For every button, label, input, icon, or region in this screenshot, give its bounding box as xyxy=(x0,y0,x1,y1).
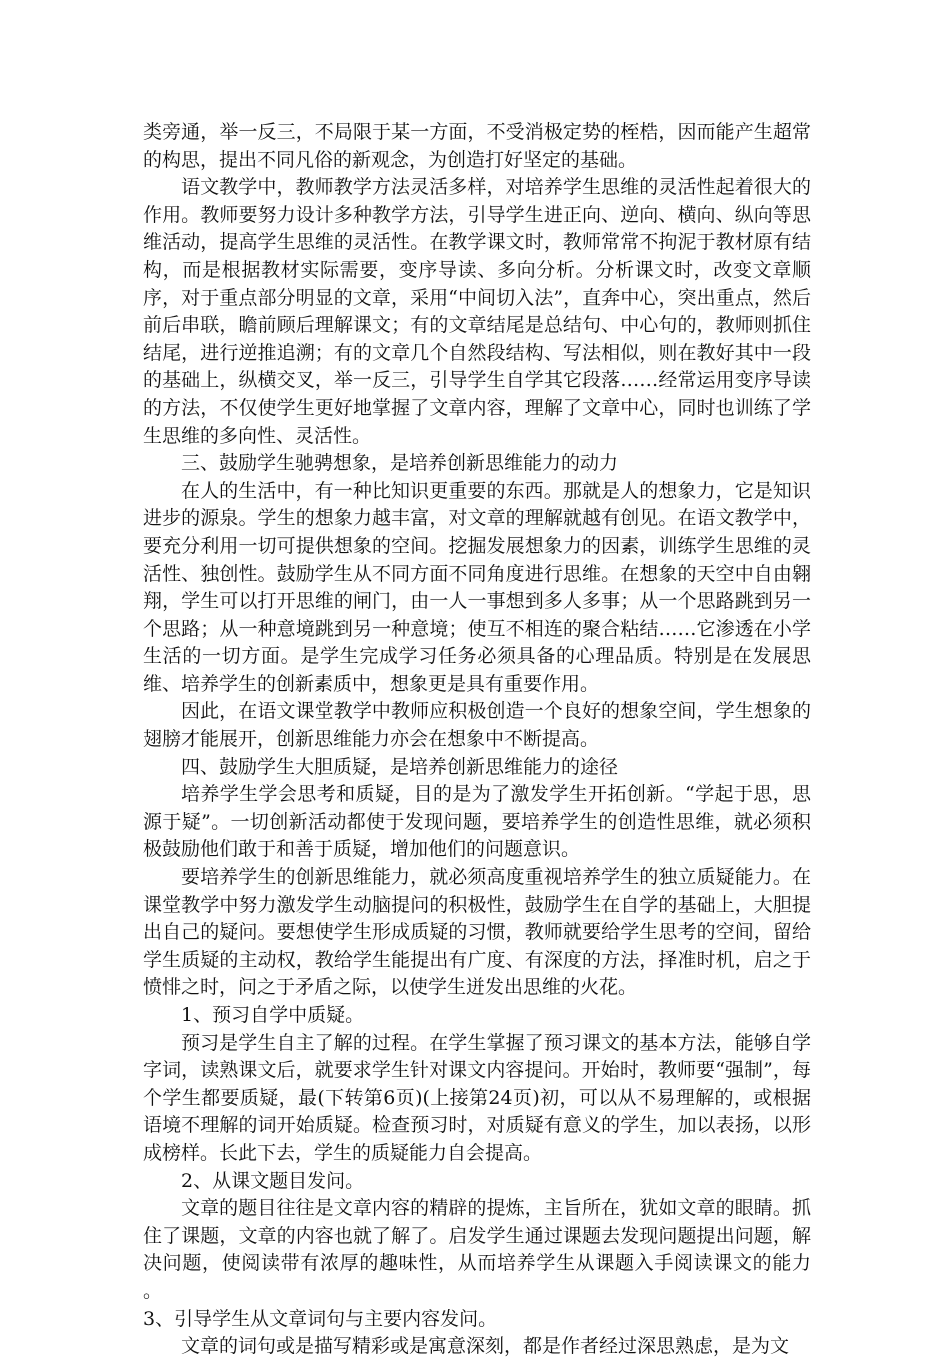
paragraph-title-questions: 文章的题目往往是文章内容的精辟的提炼，主旨所在，犹如文章的眼睛。抓住了课题，文章的内容也就了解了。启发学生通过课题去发现问题提出问题，解决问题，使阅读带有浓厚的趣味性，从而培养学生从课题入手阅读课文的能力 。 xyxy=(143,1197,811,1302)
paragraph-imagination-conclusion: 因此，在语文课堂教学中教师应积极创造一个良好的想象空间，学生想象的翅膀才能展开，创新思维能力亦会在想象中不断提高。 xyxy=(143,700,811,751)
paragraph-questioning-ability: 要培养学生的创新思维能力，就必须高度重视培养学生的独立质疑能力。在课堂教学中努力激发学生动脑提问的积极性，鼓励学生在自学的基础上，大胆提出自己的疑问。要想使学生形成质疑的习惯，教师就要给学生思考的空间，留给学生质疑的主动权，教给学生能提出有广度、有深度的方法，择准时机，启之于愤悱之时，问之于矛盾之际，以使学生迸发出思维的火花。 xyxy=(143,866,811,999)
subheading-preview: 1、预习自学中质疑。 xyxy=(181,1004,365,1026)
paragraph-word-questions: 文章的词句或是描写精彩或是寓意深刻，都是作者经过深思熟虑，是为文 xyxy=(181,1335,790,1358)
subheading-word-questions: 3、引导学生从文章词句与主要内容发问。 xyxy=(143,1307,498,1330)
paragraph-questioning-intro: 培养学生学会思考和质疑，目的是为了激发学生开拓创新。“学起于思，思源于疑”。一切创新活动都使于发现问题，要培养学生的创造性思维，就必须积极鼓励他们敢于和善于质疑，增加他们的问题意识。 xyxy=(143,783,811,861)
paragraph-imagination: 在人的生活中，有一种比知识更重要的东西。那就是人的想象力，它是知识进步的源泉。学生的想象力越丰富，对文章的理解就越有创见。在语文教学中，要充分利用一切可提供想象的空间。挖掘发展想象力的因素，训练学生思维的灵活性、独创性。鼓励学生从不同方面不同角度进行思维。在想象的天空中自由翱翔，学生可以打开思维的闸门，由一人一事想到多人多事；从一个思路跳到另一个思路；从一种意境跳到另一种意境；使互不相连的聚合粘结……它渗透在小学生活的一切方面。是学生完成学习任务必须具备的心理品质。特别是在发展思维、培养学生的创新素质中，想象更是具有重要作用。 xyxy=(143,479,811,695)
paragraph-continuation: 类旁通，举一反三，不局限于某一方面，不受消极定势的桎梏，因而能产生超常的构思，提出不同凡俗的新观念，为创造打好坚定的基础。 xyxy=(143,121,811,171)
paragraph-flexible-teaching: 语文教学中，教师教学方法灵活多样，对培养学生思维的灵活性起着很大的作用。教师要努力设计多种教学方法，引导学生进正向、逆向、横向、纵向等思维活动，提高学生思维的灵活性。在教学课文时，教师常常不拘泥于教材原有结构，而是根据教材实际需要，变序导读、多向分析。分析课文时，改变文章顺序，对于重点部分明显的文章，采用“中间切入法”，直奔中心，突出重点，然后前后串联，瞻前顾后理解课文；有的文章结尾是总结句、中心句的，教师则抓住结尾，进行逆推追溯；有的文章几个自然段结构、写法相似，则在教好其中一段的基础上，纵横交叉，举一反三，引导学生自学其它段落……经常运用变序导读的方法，不仅使学生更好地掌握了文章内容，理解了文章中心，同时也训练了学生思维的多向性、灵活性。 xyxy=(143,176,811,447)
document-page xyxy=(143,119,811,1361)
paragraph-preview: 预习是学生自主了解的过程。在学生掌握了预习课文的基本方法，能够自学字词，读熟课文后，就要求学生针对课文内容提问。开始时，教师要“强制”，每个学生都要质疑，最(下转第6页)(上接第24页)初，可以从不易理解的，或根据语境不理解的词开始质疑。检查预习时，对质疑有意义的学生，加以表扬，以形成榜样。长此下去，学生的质疑能力自会提高。 xyxy=(143,1031,811,1164)
subheading-title-questions: 2、从课文题目发问。 xyxy=(181,1169,365,1192)
section-heading-questioning: 四、鼓励学生大胆质疑，是培养创新思维能力的途径 xyxy=(181,755,619,778)
section-heading-imagination: 三、鼓励学生驰骋想象，是培养创新思维能力的动力 xyxy=(181,452,619,475)
